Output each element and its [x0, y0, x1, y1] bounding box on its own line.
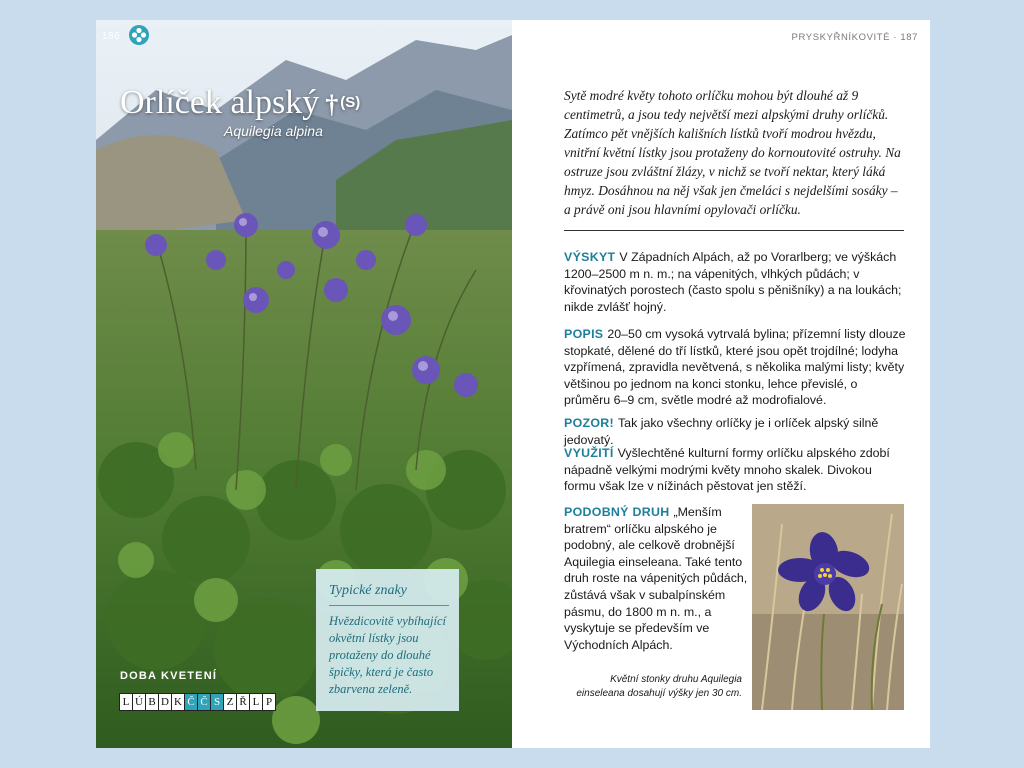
running-head: PRYSKYŘNÍKOVITÉ · 187: [791, 32, 918, 43]
section-head: PODOBNÝ DRUH: [564, 505, 670, 519]
month-cell: S: [211, 694, 224, 710]
traits-title: Typické znaky: [329, 583, 407, 598]
section-head: POZOR!: [564, 416, 614, 430]
species-name: Orlíček alpský: [120, 84, 320, 121]
species-title: [120, 84, 360, 122]
section-head: POPIS: [564, 327, 604, 341]
month-cell: D: [159, 694, 172, 710]
month-cell: L: [250, 694, 263, 710]
left-page: [96, 20, 512, 748]
section-divider: [564, 230, 904, 231]
bloom-months: [119, 693, 276, 711]
month-cell: Z: [224, 694, 237, 710]
traits-divider: [329, 605, 449, 606]
flower-icon: [128, 24, 150, 46]
section-head: VÝSKYT: [564, 250, 616, 264]
page-number-left: 186: [102, 31, 121, 42]
section-text: Vyšlechtěné kulturní formy orlíčku alpského zdobí nápadně velkými modrými květy mnoho skalek. Divokou formu však lze v nížinách pěstovat jen stěží.: [564, 446, 890, 494]
intro-paragraph: Sytě modré květy tohoto orlíčku mohou být dlouhé až 9 centimetrů, a jsou tedy největší mezi alpskými druhy orlíčků. Zatímco pět vnějších kališních lístků tvoří modrou hvězdu, vnitřní květní lístky jsou protaženy do kornoutovité ostruhy. Na ostruze jsou zvláštní žlázy, v nichž se tvoří nektar, který láká hmyz. Dosáhnou na něj však jen čmeláci s nejdelšími sosáky – a právě oni jsou hlavními opylovači orlíčku.: [564, 88, 901, 217]
section-warning: [564, 415, 906, 448]
month-cell: Č: [198, 694, 211, 710]
typical-traits-box: [316, 569, 459, 711]
right-page: [512, 20, 930, 748]
section-text: Tak jako všechny orlíčky je i orlíček alpský silně jedovatý.: [564, 416, 879, 447]
photo-caption: Květní stonky druhu Aquilegia einseleana dosahují výšky jen 30 cm.: [576, 674, 742, 699]
protected-badge: (S): [340, 94, 361, 111]
bloom-label: DOBA KVETENÍ: [120, 670, 218, 682]
section-usage: [564, 445, 906, 495]
toxic-icon: †: [325, 90, 339, 119]
month-cell: B: [146, 694, 159, 710]
section-text: „Menším bratrem“ orlíčku alpského je podobný, ale celkově drobnější Aquilegia einseleana. Také tento druh roste na vápenitých půdách, zůstává však v subalpínském pásmu, do 1800 m n. m., a vyskytuje se především ve Východních Alpách.: [564, 505, 748, 652]
month-cell: L: [120, 694, 133, 710]
month-cell: Ř: [237, 694, 250, 710]
similar-species-photo: [752, 504, 904, 710]
section-text: 20–50 cm vysoká vytrvalá bylina; přízemní listy dlouze stopkaté, dělené do tří lístků, které jsou opět trojdílné; lodyha vzpřímená, zpravidla nevětvená, s několika malými listy; květy většinou po jednom na konci stonku, lehce převislé, o průměru 6–9 cm, světle modré až modrofialové.: [564, 327, 906, 408]
traits-text: Hvězdicovitě vybíhající okvětní lístky jsou protaženy do dlouhé špičky, která je často zbarvena zeleně.: [329, 614, 446, 696]
section-similar-species: [564, 504, 748, 653]
section-head: VYUŽITÍ: [564, 446, 614, 460]
section-text: V Západních Alpách, až po Vorarlberg; ve výškách 1200–2500 m n. m.; na vápenitých, vlhkých půdách; v křovinatých porostech (často spolu s pěnišníky) a na loukách; nikde zvlášť hojný.: [564, 250, 902, 314]
section-description: [564, 326, 906, 409]
month-cell: Č: [185, 694, 198, 710]
section-occurrence: [564, 249, 906, 315]
month-cell: Ú: [133, 694, 146, 710]
month-cell: K: [172, 694, 185, 710]
book-spread: [96, 20, 930, 748]
latin-name: Aquilegia alpina: [224, 123, 323, 139]
month-cell: P: [265, 696, 273, 708]
